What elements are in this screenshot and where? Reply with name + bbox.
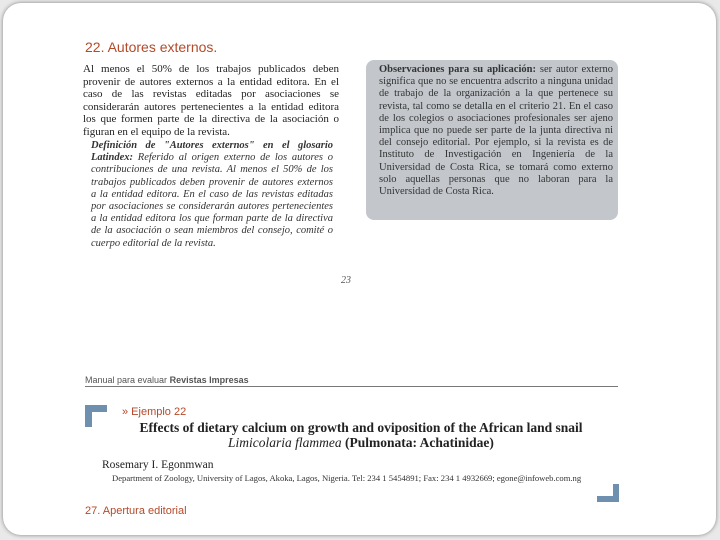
observations-text: ser autor externo significa que no se encuentra adscrito a ninguna unidad de trabajo de la organización a la que pertenece su revista, tal como se detalla en el criterio 21. En el caso de los colegios o asociaciones profesionales ser ajeno implica que no puede ser parte de la junta directiva ni del consejo editorial. Por ejemplo, si la revista es de Instituto de Investigación en Ingeniería de la Universidad de Costa Rica, se tomará como externo solo aquellas personas que no laboran para la Universidad de Costa Rica. [379, 64, 613, 198]
definition-block [91, 140, 333, 250]
manual-page-upper [3, 3, 716, 395]
corner-bracket-top-left [85, 405, 107, 427]
corner-bracket-bottom-right [597, 484, 619, 502]
manual-footer [85, 375, 249, 385]
definition-text: Referido al origen externo de los autores o contribuciones de una revista. Al menos el 50% de los trabajos publicados deben provenir de autores externos a la entidad editora. En el caso de las revistas editadas por asociaciones se considerarán autores pertenecientes a la entidad editora los que forman parte de la directiva de la asociación o sean miembros del consejo, comité o cuerpo editorial de la revista. [91, 152, 333, 249]
section-heading: 22. Autores externos. [85, 39, 218, 55]
definition-title: Definición de "Autores externos" en el glosario Latindex: [91, 140, 333, 164]
article-title-tail: (Pulmonata: Achatinidae) [345, 435, 494, 450]
criterion-paragraph: Al menos el 50% de los trabajos publicados deben provenir de autores externos a la entidad editora. En el caso de las revistas editadas por asociaciones se considerarán autores pertenecientes a la entidad editora los que formen parte de la directiva de la asociación o figuran en el equipo de la revista. [83, 63, 339, 138]
observations-title: Observaciones para su aplicación: [379, 64, 536, 75]
article-title-species: Limicolaria flammea [228, 435, 342, 450]
observations-block [379, 64, 613, 198]
article-author: Rosemary I. Egonmwan [102, 459, 214, 471]
example-label: » Ejemplo 22 [122, 406, 187, 418]
next-section-heading: 27. Apertura editorial [85, 505, 187, 517]
manual-page-lower [3, 395, 716, 535]
manual-footer-emphasis: Revistas Impresas [169, 375, 249, 385]
slide [3, 3, 716, 535]
footer-rule [85, 386, 618, 387]
manual-footer-prefix: Manual para evaluar [85, 375, 168, 385]
page-number: 23 [341, 275, 351, 286]
example-article-title [121, 420, 601, 450]
article-title-main: Effects of dietary calcium on growth and oviposition of the African land snail [139, 420, 583, 435]
article-affiliation: Department of Zoology, University of Lagos, Akoka, Lagos, Nigeria. Tel: 234 1 5454891; Fax: 234 1 4932669; egone@infoweb.com.ng [112, 473, 582, 483]
